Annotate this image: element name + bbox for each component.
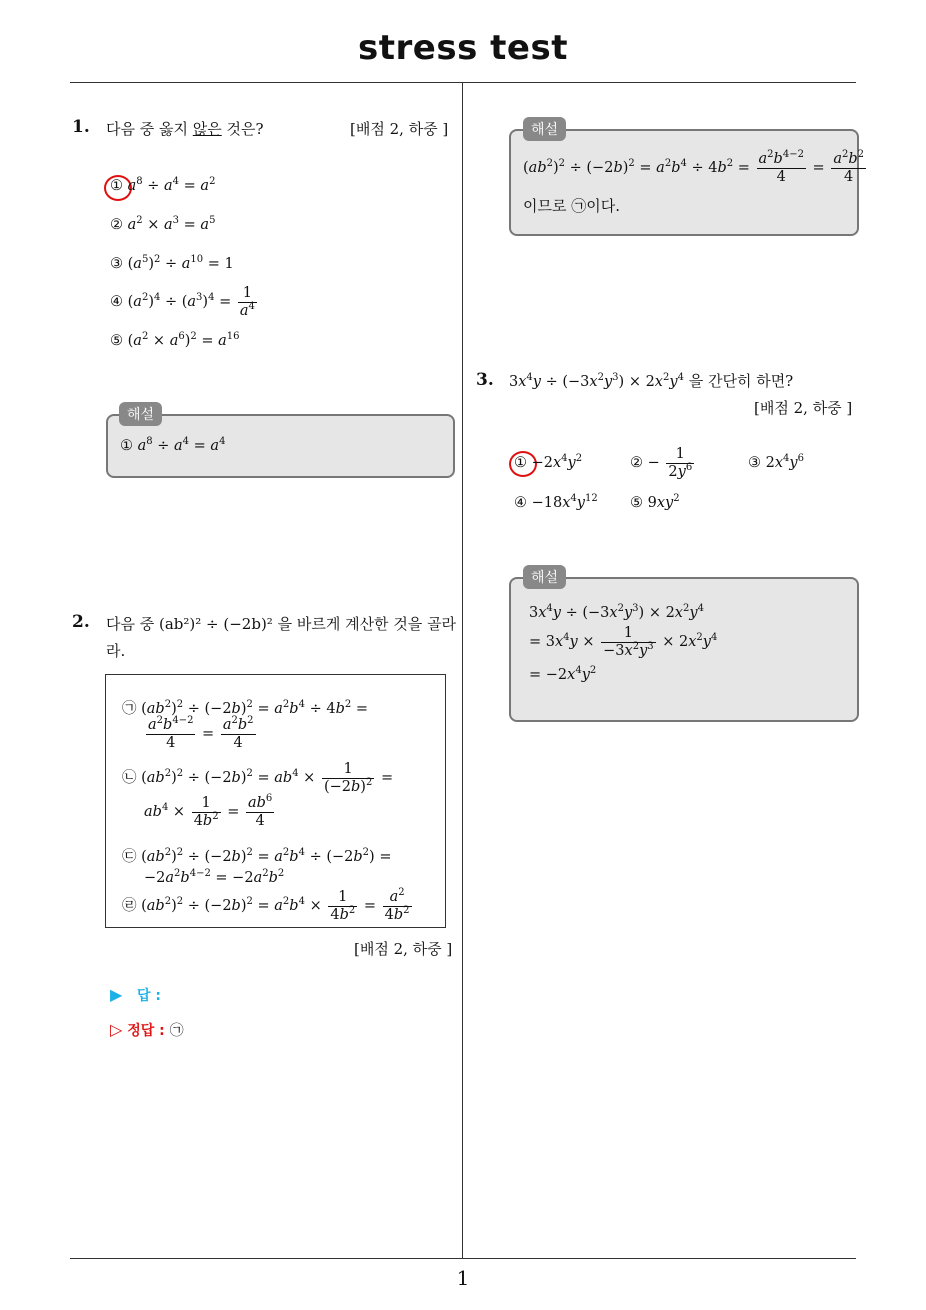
q2-explanation-tag: 해설 (523, 117, 566, 141)
q1-option-2[interactable]: ② $a^2 \times a^3 = a^5$ (110, 215, 216, 233)
q2-text (106, 613, 458, 661)
q2-correct-answer: ▷ 정답 : ㉠ (110, 1020, 184, 1039)
q2-choice-2-cont: $ab^4$ × $\frac{1}{4b^2}$ = $\frac{ab^6}{4}$ (144, 793, 273, 829)
q2-answer-field[interactable]: ▶ 답 : (110, 985, 161, 1004)
footer-rule (70, 1258, 856, 1259)
q1-text: 다음 중 옳지 않은 것은? (106, 120, 264, 138)
q2-choice-1: ㉠ $(ab^2)^2 \div (-2b)^2 = a^2b^4 \div 4b^2$ = (122, 699, 368, 717)
q3-option-5[interactable]: ⑤ $9xy^2$ (630, 493, 680, 511)
q2-number: 2. (72, 612, 90, 632)
q3-text: $3x^4y \div (-3x^2y^3) \times 2x^2y^4$ 을 간단히 하면? (509, 372, 794, 390)
q1-option-1[interactable]: ① $a^8 \div a^4 = a^2$ (110, 176, 216, 194)
q3-explanation-line1: $3x^4y \div (-3x^2y^3) \times 2x^2y^4$ (529, 603, 704, 621)
q2-choices-box (105, 674, 446, 928)
q3-points: [배점 2, 하중 ] (754, 399, 853, 417)
q3-explanation-tag: 해설 (523, 565, 566, 589)
q3-option-1[interactable]: ① $-2x^4y^2$ (514, 453, 583, 471)
q2-choice-1-cont: $\frac{a^2b^{4-2}}{4}$ = $\frac{a^2b^2}{4}$ (148, 715, 254, 751)
q3-explanation-line3: = $-2x^4y^2$ (529, 665, 597, 683)
correct-arrow-icon: ▷ (110, 1020, 123, 1039)
q2-explanation-math: $(ab^2)^2 \div (-2b)^2 = a^2b^4 \div 4b^2$ = $\frac{a^2b^{4-2}}{4}$ = $\frac{a^2b^2}{4}$ (523, 149, 865, 185)
q3-explanation-line2: = $3x^4y$ × $\frac{1}{-3x^2y^3}$ × $2x^2y^4$ (529, 625, 718, 659)
q2-points: [배점 2, 하중 ] (354, 940, 453, 958)
q2-choice-4: ㉣ $(ab^2)^2 \div (-2b)^2 = a^2b^4$ × $\frac{1}{4b^2}$ = $\frac{a^2}{4b^2}$ (122, 887, 410, 923)
q1-explanation-text: ① $a^8 \div a^4 = a^4$ (120, 436, 226, 454)
q2-choice-3-cont: $-2a^2b^{4-2} = -2a^2b^2$ (144, 868, 285, 886)
q2-text-line1: 다음 중 (ab²)² ÷ (−2b)² 을 바르게 계산한 것을 골라 (106, 615, 457, 633)
q1-number: 1. (72, 117, 90, 137)
page-number: 1 (456, 1266, 470, 1290)
q2-explanation (509, 129, 865, 236)
q1-explanation-tag: 해설 (119, 402, 162, 426)
q1-option-4[interactable]: ④ $(a^2)^4 \div (a^3)^4$ = $\frac{1}{a^4}$ (110, 285, 255, 319)
q3-option-3[interactable]: ③ $2x^4y^6$ (748, 453, 804, 471)
q2-text-line2: 라. (106, 642, 126, 660)
column-divider (462, 83, 463, 1258)
q1-option-5[interactable]: ⑤ $(a^2 \times a^6)^2 = a^{16}$ (110, 331, 240, 349)
q2-explanation-text: 이므로 ㉠이다. (523, 197, 620, 215)
q3-number: 3. (476, 370, 494, 390)
header-rule (70, 82, 856, 83)
q1-option-3[interactable]: ③ $(a^5)^2 \div a^{10} = 1$ (110, 254, 234, 272)
answer-arrow-icon: ▶ (110, 985, 123, 1004)
q2-choice-3: ㉢ $(ab^2)^2 \div (-2b)^2 = a^2b^4 \div (-2b^2)$ = (122, 847, 392, 865)
q3-option-2[interactable]: ② − $\frac{1}{2y^6}$ (630, 446, 693, 480)
q2-choice-2: ㉡ $(ab^2)^2 \div (-2b)^2 = ab^4$ × $\frac{1}{(-2b)^2}$ = (122, 761, 394, 795)
q1-points: [배점 2, 하중 ] (350, 120, 449, 138)
q3-option-4[interactable]: ④ $-18x^4y^{12}$ (514, 493, 598, 511)
q3-explanation (509, 577, 859, 722)
page-title: stress test (358, 28, 568, 68)
